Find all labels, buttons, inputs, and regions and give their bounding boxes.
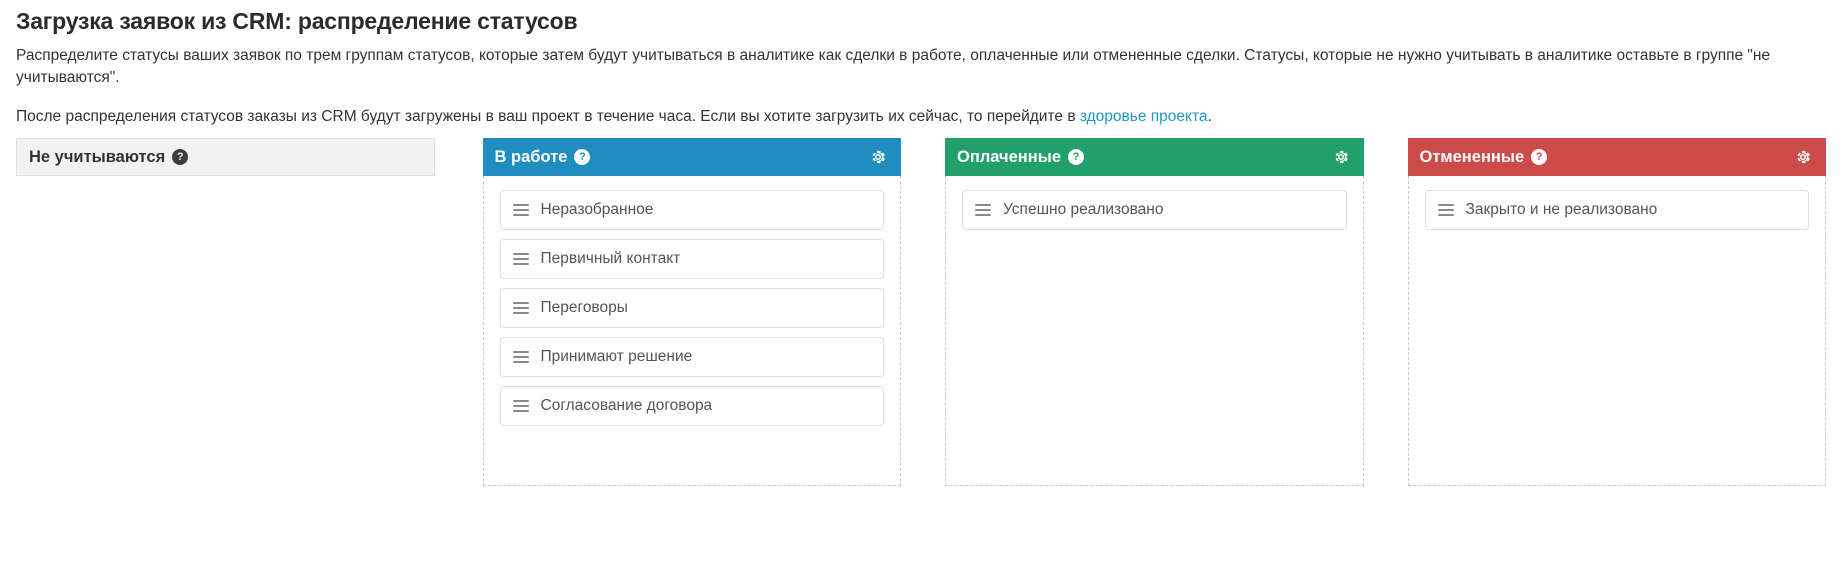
status-group-header-paid <box>945 138 1364 176</box>
status-group-title: Не учитываются <box>29 147 166 166</box>
help-circle-icon[interactable] <box>1068 149 1084 165</box>
drag-handle-icon[interactable] <box>513 351 529 363</box>
status-group-cancelled <box>1408 138 1827 486</box>
intro-paragraph-1: Распределите статусы ваших заявок по трем группам статусов, которые затем будут учитываться в аналитике как сделки в работе, оплаченные или отмененные сделки. Статусы, которые не нужно учитывать в аналитике оставьте в группе "не учитываются". <box>16 47 1771 87</box>
list-item[interactable] <box>500 337 885 377</box>
drag-handle-icon[interactable] <box>975 204 991 216</box>
gear-icon[interactable] <box>1792 146 1814 168</box>
gear-icon[interactable] <box>867 146 889 168</box>
intro-text-after-link: . <box>1207 107 1212 125</box>
status-label: Успешно реализовано <box>1003 201 1164 219</box>
status-group-unassigned <box>16 138 435 486</box>
help-circle-icon[interactable] <box>574 149 590 165</box>
status-group-header-cancelled <box>1408 138 1827 176</box>
status-group-header-work <box>483 138 902 176</box>
help-circle-icon[interactable] <box>172 149 188 165</box>
drag-handle-icon[interactable] <box>513 302 529 314</box>
status-label: Принимают решение <box>540 348 693 366</box>
intro-text-before-link: После распределения статусов заказы из CRM будут загружены в ваш проект в течение часа. Если вы хотите загрузить их сейчас, то перейдите в <box>16 107 1080 125</box>
status-group-title: Оплаченные <box>957 147 1062 166</box>
drag-handle-icon[interactable] <box>513 204 529 216</box>
status-dropzone-work[interactable] <box>483 176 902 486</box>
status-label: Переговоры <box>540 299 628 317</box>
list-item[interactable] <box>500 386 885 426</box>
list-item[interactable] <box>1425 190 1810 230</box>
list-item[interactable] <box>500 288 885 328</box>
status-label: Согласование договора <box>540 397 713 415</box>
status-label: Первичный контакт <box>540 250 681 268</box>
list-item[interactable] <box>962 190 1347 230</box>
drag-handle-icon[interactable] <box>513 400 529 412</box>
status-group-title: В работе <box>494 147 568 166</box>
status-groups <box>16 138 1826 486</box>
status-dropzone-unassigned[interactable] <box>16 176 435 486</box>
status-label: Закрыто и не реализовано <box>1465 201 1658 219</box>
list-item[interactable] <box>500 190 885 230</box>
project-health-link[interactable]: здоровье проекта <box>1079 107 1208 125</box>
intro-paragraph-2 <box>16 106 1826 128</box>
drag-handle-icon[interactable] <box>513 253 529 265</box>
list-item[interactable] <box>500 239 885 279</box>
status-group-header-unassigned <box>16 138 435 176</box>
gear-icon[interactable] <box>1330 146 1352 168</box>
status-group-title: Отмененные <box>1419 147 1525 166</box>
page-title: Загрузка заявок из CRM: распределение статусов <box>16 8 578 34</box>
status-distribution-page <box>0 8 1842 582</box>
status-dropzone-paid[interactable] <box>945 176 1364 486</box>
status-group-work <box>483 138 902 486</box>
status-group-paid <box>945 138 1364 486</box>
status-label: Неразобранное <box>540 201 654 219</box>
drag-handle-icon[interactable] <box>1438 204 1454 216</box>
status-dropzone-cancelled[interactable] <box>1408 176 1827 486</box>
help-circle-icon[interactable] <box>1531 149 1547 165</box>
